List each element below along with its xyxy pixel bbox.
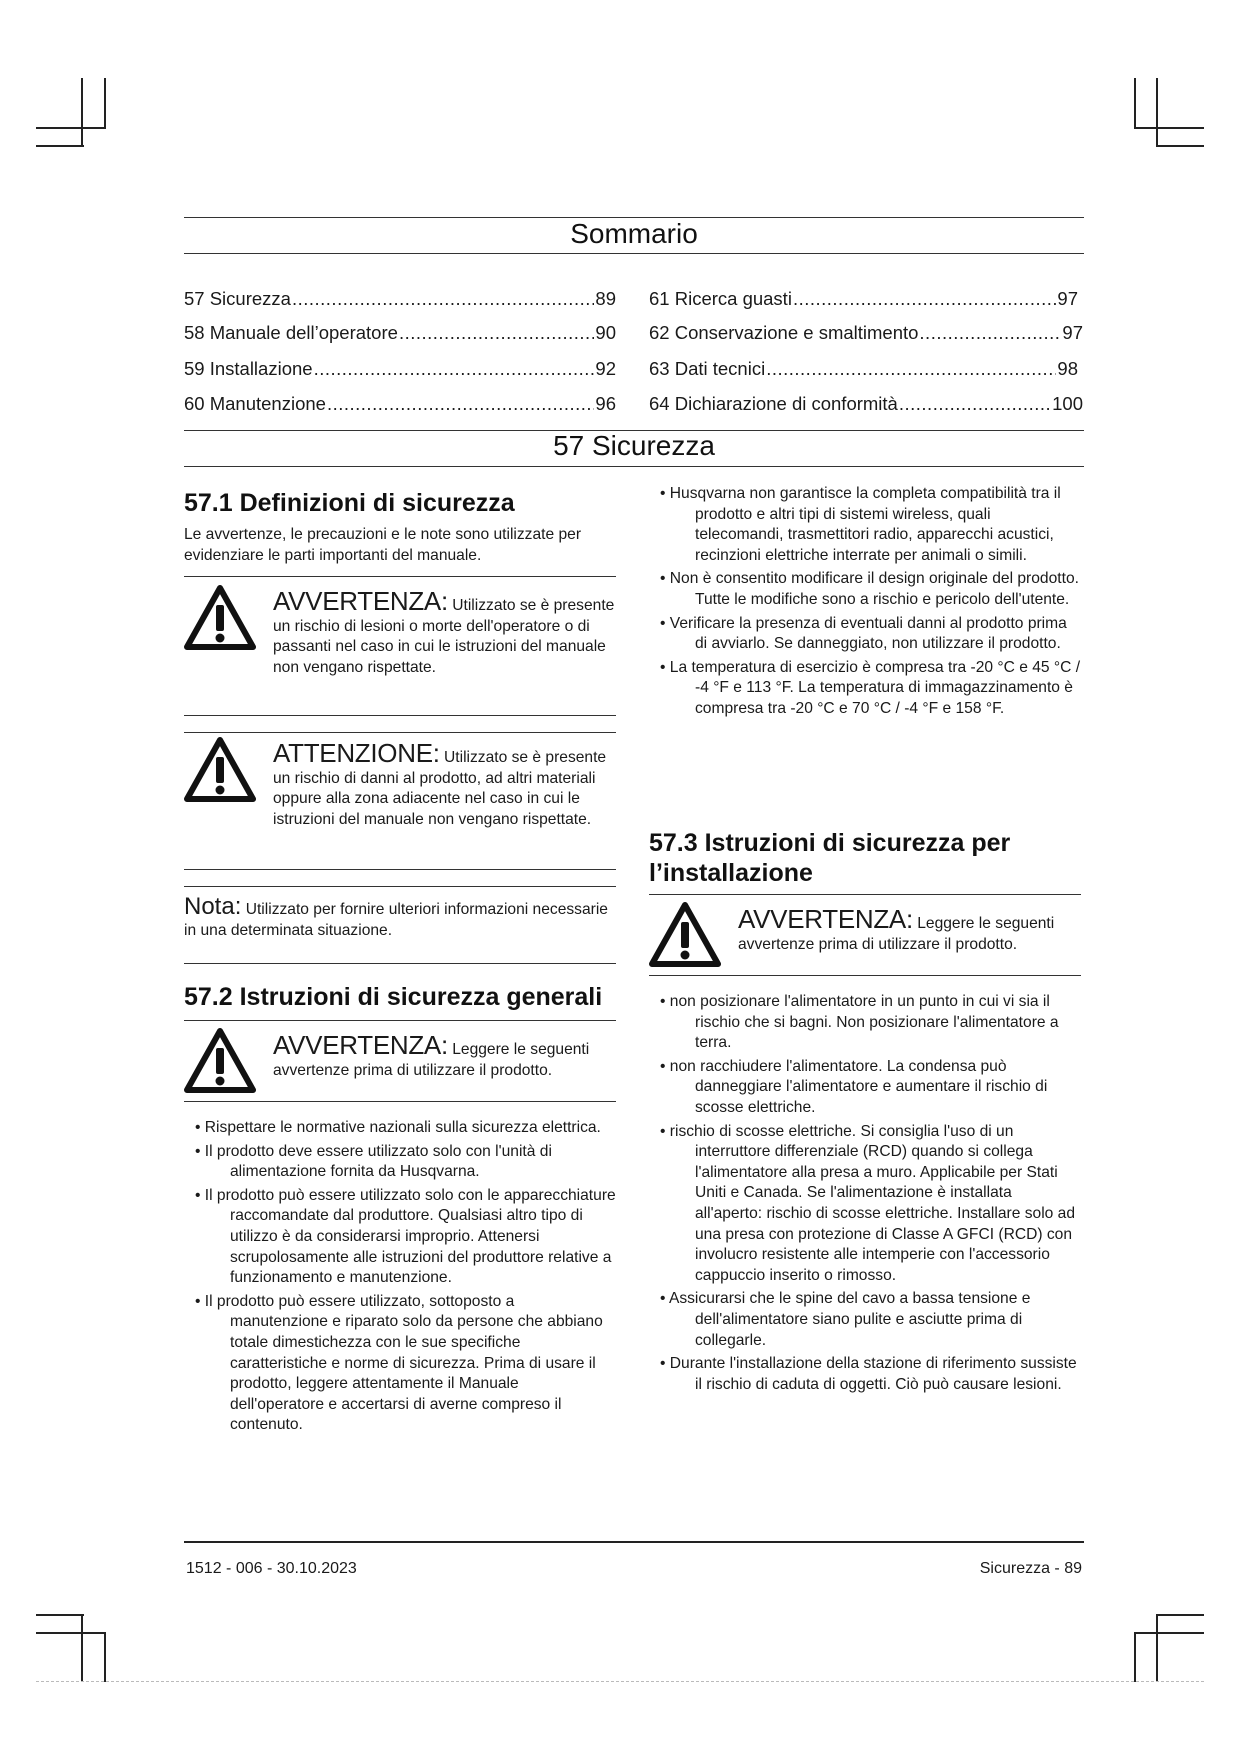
warning-label: AVVERTENZA: xyxy=(273,1030,448,1060)
general-safety-list-continued xyxy=(649,484,1081,723)
crop-mark xyxy=(1134,1632,1136,1682)
crop-mark xyxy=(81,1614,83,1682)
note-label: Nota: xyxy=(184,893,242,920)
crop-mark xyxy=(36,145,84,147)
list-item: • Il prodotto può essere utilizzato solo con le apparecchiature raccomandate dal produttore. Qualsiasi altro tipo di utilizzo è da considerarsi improprio. Attenersi scrupolosamente alle istruzioni del produttore relative a funzionamento e manutenzione. xyxy=(184,1186,616,1289)
bottom-guide-line xyxy=(36,1681,1204,1682)
warning-triangle-icon xyxy=(649,902,721,968)
warning-text xyxy=(273,1031,616,1081)
crop-mark xyxy=(1156,1614,1204,1616)
caution-callout xyxy=(184,732,616,870)
footer-rule xyxy=(184,1541,1084,1543)
crop-mark xyxy=(104,78,106,128)
toc-bottom-rule xyxy=(184,253,1084,254)
list-item: • Husqvarna non garantisce la completa compatibilità tra il prodotto e altri tipi di sistemi wireless, quali telecomandi, trasmettitori radio, apparecchi acustici, recinzioni elettriche interrate per animali o simili. xyxy=(649,484,1081,566)
intro-paragraph: Le avvertenze, le precauzioni e le note sono utilizzate per evidenziare le parti importanti del manuale. xyxy=(184,526,582,564)
caution-text xyxy=(273,739,616,830)
warning-triangle-icon xyxy=(184,1028,256,1094)
warning-callout xyxy=(184,576,616,716)
installation-safety-list xyxy=(649,992,1081,1398)
warning-triangle-icon xyxy=(184,585,256,651)
warning-description: Leggere le seguenti avvertenze prima di utilizzare il prodotto. xyxy=(273,1041,590,1079)
warning-label: AVVERTENZA: xyxy=(273,586,448,616)
toc-entry[interactable]: 60 Manutenzione ..... 96 xyxy=(184,393,616,415)
toc-title: Sommario xyxy=(570,218,698,249)
footer-doc-id: 1512 - 006 - 30.10.2023 xyxy=(186,1560,357,1577)
crop-mark xyxy=(1134,78,1136,128)
caution-description: Utilizzato se è presente un rischio di danni al prodotto, ad altri materiali oppure alla zona adiacente nel caso in cui le istruzioni del manuale non vengano rispettate. xyxy=(273,749,607,828)
crop-mark xyxy=(36,127,106,129)
toc-entry[interactable]: 57 Sicurezza ..... 89 xyxy=(184,288,616,310)
note-text xyxy=(184,893,616,941)
list-item: • Verificare la presenza di eventuali danni al prodotto prima di avviarlo. Se danneggiato, non utilizzare il prodotto. xyxy=(649,614,1081,655)
warning-label: AVVERTENZA: xyxy=(738,904,913,934)
crop-mark xyxy=(104,1632,106,1682)
list-item: • non racchiudere l'alimentatore. La condensa può danneggiare l'alimentatore e aumentare il rischio di scosse elettriche. xyxy=(649,1057,1081,1119)
toc-entry[interactable]: 58 Manuale dell’operatore ..... 90 xyxy=(184,322,616,344)
section-heading-57-2: 57.2 Istruzioni di sicurezza generali xyxy=(184,983,603,1011)
warning-text xyxy=(273,587,616,678)
crop-mark xyxy=(1134,127,1204,129)
toc-entry[interactable]: 62 Conservazione e smaltimento ..... 97 xyxy=(649,322,1083,344)
crop-mark xyxy=(1134,1632,1204,1634)
right-column xyxy=(649,484,1081,1494)
section-heading-57-1: 57.1 Definizioni di sicurezza xyxy=(184,489,515,517)
list-item: • Il prodotto deve essere utilizzato solo con l'unità di alimentazione fornita da Husqvarna. xyxy=(184,1142,616,1183)
note-description: Utilizzato per fornire ulteriori informazioni necessarie in una determinata situazione. xyxy=(184,901,608,939)
list-item: • Il prodotto può essere utilizzato, sottoposto a manutenzione e riparato solo da persone che abbiano totale dimestichezza con le sue specifiche caratteristiche e norme di sicurezza. Prima di usare il prodotto, leggere attentamente il Manuale dell'operatore e accertarsi di averne compreso il contenuto. xyxy=(184,1292,616,1436)
toc-entry[interactable]: 59 Installazione ..... 92 xyxy=(184,358,616,380)
list-item: • Rispettare le normative nazionali sulla sicurezza elettrica. xyxy=(184,1118,616,1139)
toc-entry[interactable]: 61 Ricerca guasti ..... 97 xyxy=(649,288,1078,310)
list-item: • rischio di scosse elettriche. Si consiglia l'uso di un interruttore differenziale (RCD) quando si collega l'alimentatore alla presa a muro. Applicabile per Stati Uniti e Canada. Se l'alimentazione è installata all'aperto: rischio di scosse elettriche. Installare solo ad una presa con protezione di Classe A GFCI (RCD) con involucro resistente alle intemperie con l'accessorio cappuccio inserito o rimosso. xyxy=(649,1122,1081,1287)
warning-text xyxy=(738,905,1081,955)
crop-mark xyxy=(81,78,83,146)
warning-callout xyxy=(649,894,1081,976)
list-item: • Durante l'installazione della stazione di riferimento sussiste il rischio di caduta di oggetti. Ciò può causare lesioni. xyxy=(649,1354,1081,1395)
crop-mark xyxy=(36,1614,84,1616)
warning-description: Leggere le seguenti avvertenze prima di utilizzare il prodotto. xyxy=(738,915,1055,953)
list-item: • Non è consentito modificare il design originale del prodotto. Tutte le modifiche sono a rischio e pericolo dell'utente. xyxy=(649,569,1081,610)
list-item: • non posizionare l'alimentatore in un punto in cui vi sia il rischio che si bagni. Non posizionare l'alimentatore a terra. xyxy=(649,992,1081,1054)
toc-entry[interactable]: 64 Dichiarazione di conformità ..... 100 xyxy=(649,393,1083,415)
list-item: • La temperatura di esercizio è compresa tra -20 °C e 45 °C / -4 °F e 113 °F. La temperatura di immagazzinamento è compresa tra -20 °C e 70 °C / -4 °F e 158 °F. xyxy=(649,658,1081,720)
warning-triangle-icon xyxy=(184,737,256,803)
note-block xyxy=(184,886,616,964)
general-safety-list xyxy=(184,1118,616,1439)
toc-entry[interactable]: 63 Dati tecnici ..... 98 xyxy=(649,358,1078,380)
section-heading-57-3: 57.3 Istruzioni di sicurezza per l’installazione xyxy=(649,829,1011,887)
crop-mark xyxy=(1156,78,1158,146)
warning-callout xyxy=(184,1020,616,1102)
footer-page-label: Sicurezza - 89 xyxy=(979,1560,1082,1577)
caution-label: ATTENZIONE: xyxy=(273,738,440,768)
list-item: • Assicurarsi che le spine del cavo a bassa tensione e dell'alimentatore siano pulite e asciutte prima di collegarle. xyxy=(649,1289,1081,1351)
crop-mark xyxy=(1156,1614,1158,1682)
chapter-bottom-rule xyxy=(184,466,1084,467)
warning-description: Utilizzato se è presente un rischio di lesioni o morte dell'operatore o di passanti nel caso in cui le istruzioni del manuale non vengano rispettate. xyxy=(273,597,615,676)
crop-mark xyxy=(36,1632,106,1634)
chapter-title: 57 Sicurezza xyxy=(553,430,715,461)
left-column xyxy=(184,484,616,1494)
crop-mark xyxy=(1156,145,1204,147)
